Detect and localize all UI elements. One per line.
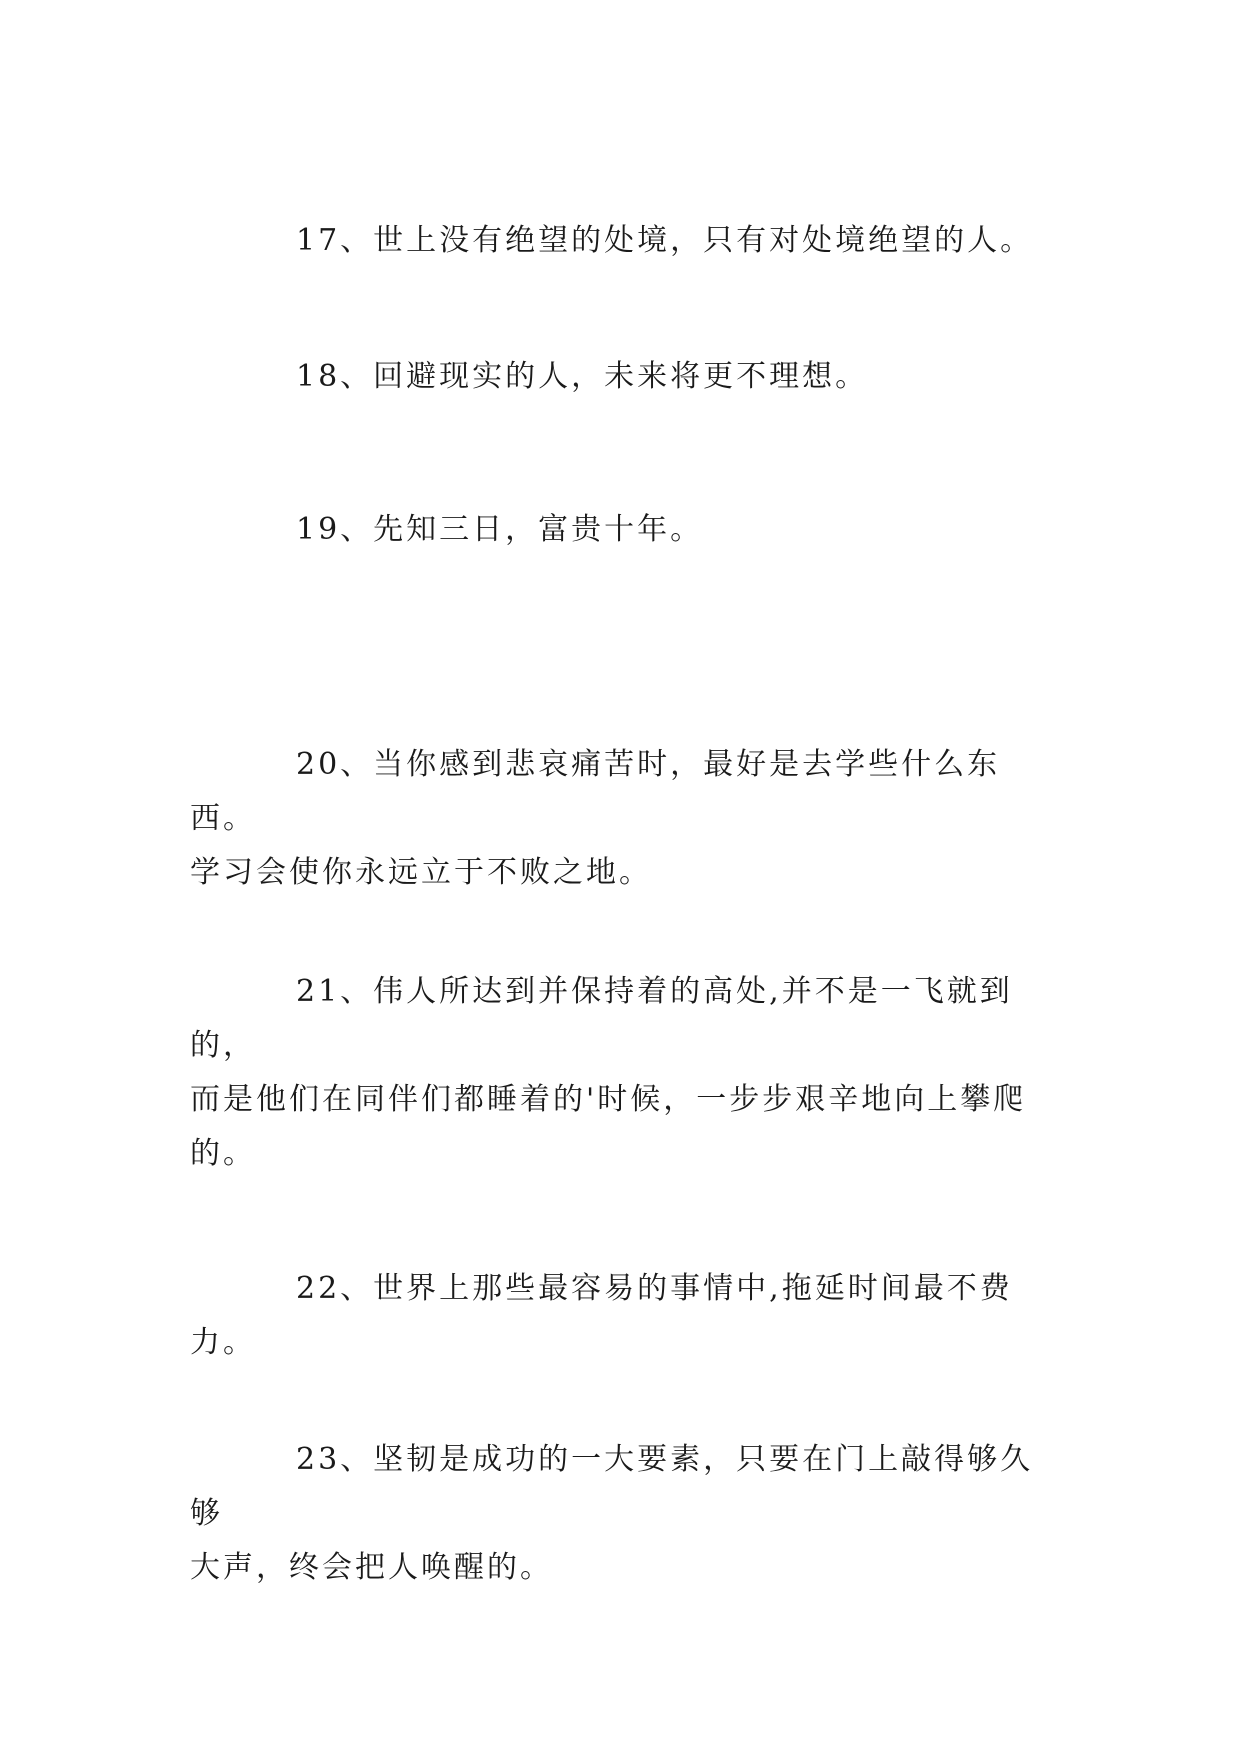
paragraph-line: 的。 — [190, 1136, 256, 1171]
paragraph-line: 19、先知三日，富贵十年。 — [296, 512, 704, 547]
paragraph-line: 学习会使你永远立于不败之地。 — [190, 855, 652, 890]
paragraph-23 — [190, 1433, 1060, 1595]
paragraph-line: 17、世上没有绝望的处境，只有对处境绝望的人。 — [296, 223, 1034, 258]
paragraph-line: 20、当你感到悲哀痛苦时，最好是去学些什么东西。 — [190, 747, 1001, 836]
paragraph-21 — [190, 965, 1060, 1181]
paragraph-19 — [190, 503, 1060, 557]
paragraph-17 — [190, 214, 1060, 268]
paragraph-20 — [190, 738, 1060, 900]
paragraph-line: 18、回避现实的人，未来将更不理想。 — [296, 359, 869, 394]
paragraph-18 — [190, 350, 1060, 404]
paragraph-line: 而是他们在同伴们都睡着的'时候，一步步艰辛地向上攀爬 — [190, 1082, 1027, 1117]
paragraph-22 — [190, 1262, 1060, 1370]
paragraph-line: 22、世界上那些最容易的事情中,拖延时间最不费力。 — [190, 1271, 1013, 1360]
paragraph-line: 21、伟人所达到并保持着的高处,并不是一飞就到的， — [190, 974, 1013, 1063]
paragraph-line: 23、坚韧是成功的一大要素，只要在门上敲得够久够 — [190, 1442, 1034, 1531]
paragraph-line: 大声，终会把人唤醒的。 — [190, 1550, 553, 1585]
